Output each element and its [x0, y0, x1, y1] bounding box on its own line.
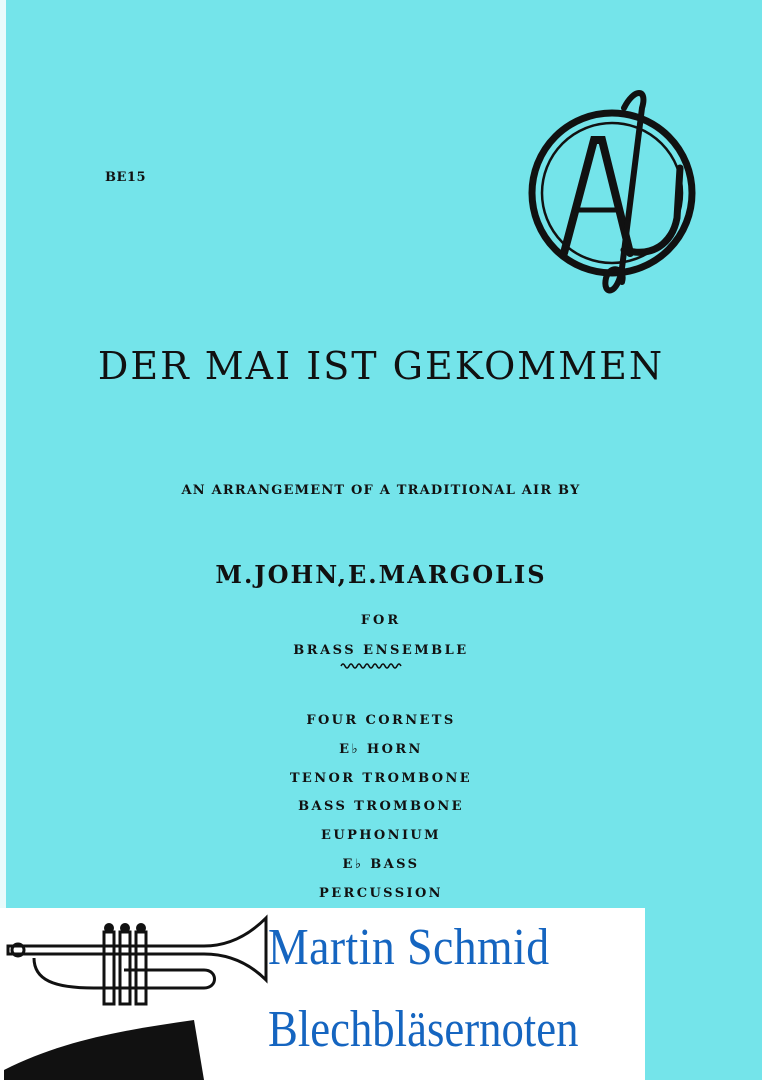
instrument-item: BASS TROMBONE [298, 799, 464, 815]
seller-tagline: Blechbläsernoten [268, 1001, 579, 1058]
piece-title: DER MAI IST GEKOMMEN [97, 344, 665, 388]
arrangement-subtitle: AN ARRANGEMENT OF A TRADITIONAL AIR BY [181, 483, 581, 498]
ensemble-name: BRASS ENSEMBLE [293, 643, 469, 658]
instrument-item: PERCUSSION [319, 885, 443, 901]
instrument-item: TENOR TROMBONE [289, 770, 473, 786]
trumpet-icon [4, 910, 272, 1080]
for-label: FOR [360, 613, 402, 628]
catalog-number: BE15 [105, 170, 146, 185]
instrument-item: FOUR CORNETS [306, 713, 456, 728]
seller-name: Martin Schmid [268, 919, 550, 976]
ornament-squiggle [340, 662, 402, 670]
instrument-list [0, 712, 762, 914]
instrument-item: E♭ HORN [339, 741, 423, 757]
instrument-item: E♭ BASS [342, 856, 420, 872]
publisher-logo [522, 68, 702, 298]
instrument-item: EUPHONIUM [321, 828, 441, 844]
composer-names: M.JOHN,E.MARGOLIS [215, 560, 547, 589]
